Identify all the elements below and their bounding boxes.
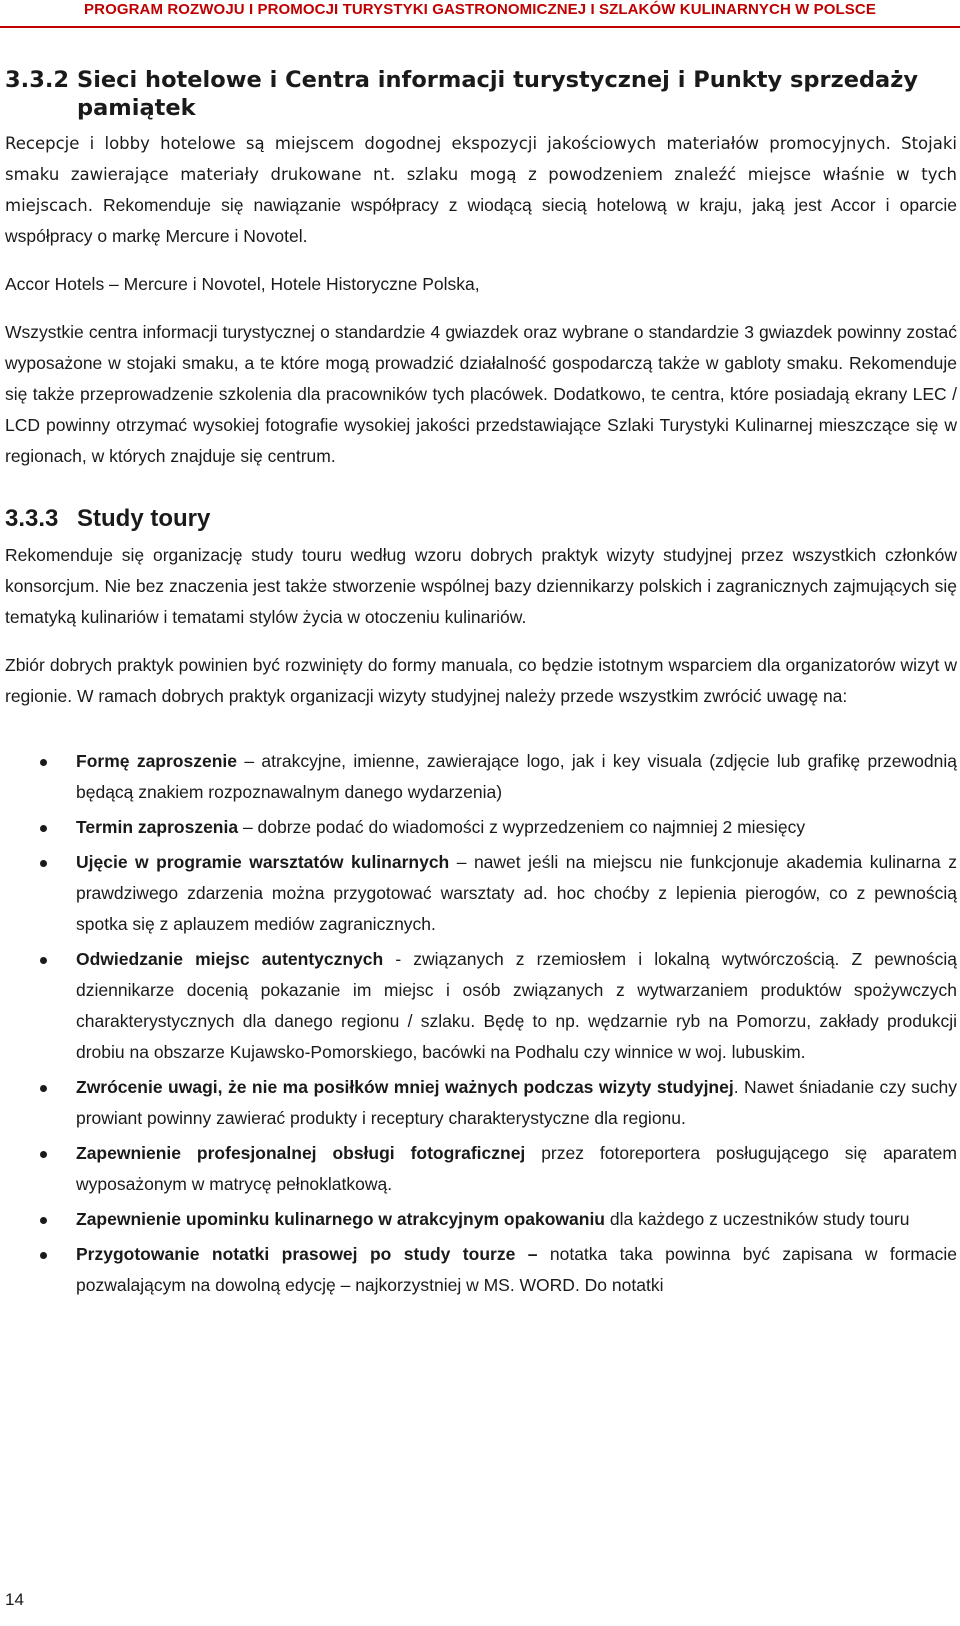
list-item (5, 1072, 957, 1134)
list-item-bold: Termin zaproszenia (76, 817, 239, 837)
list-item-text: przez fotoreportera posługującego się aparatem wyposażonym w matrycę pełnoklatkową. (76, 1143, 957, 1194)
bullet-icon (40, 957, 47, 964)
bullet-icon (40, 825, 47, 832)
paragraph-hotels-part1: Recepcje i lobby hotelowe są miejscem dogodnej ekspozycji jakościowych materiałów promocyjnych. Stojaki smaku zawierające materiały drukowane nt. szlaku mogą z powodzeniem znaleźć miejsce właśnie w tych miejscach. (5, 134, 957, 215)
page-number: 14 (5, 1590, 24, 1609)
list-item-bold: Formę zaproszenie (76, 751, 237, 771)
list-item (5, 746, 957, 808)
list-item-bold: Ujęcie w programie warsztatów kulinarnych (76, 852, 450, 872)
list-item-text: – atrakcyjne, imienne, zawierające logo, jak i key visuala (zdjęcie lub grafikę przewodnią będącą znakiem rozpoznawalnym danego wydarzenia) (76, 751, 957, 802)
list-item (5, 944, 957, 1068)
paragraph-good-practices: Zbiór dobrych praktyk powinien być rozwinięty do formy manuala, co będzie istotnym wsparciem dla organizatorów wizyt w regionie. W ramach dobrych praktyk organizacji wizyty studyjnej należy przede wszystkim zwrócić uwagę na: (5, 655, 957, 706)
running-header: PROGRAM ROZWOJU I PROMOCJI TURYSTYKI GASTRONOMICZNEJ I SZLAKÓW KULINARNYCH W POLSCE (84, 1, 876, 18)
paragraph-info-centers: Wszystkie centra informacji turystycznej o standardzie 4 gwiazdek oraz wybrane o standardzie 3 gwiazdek powinny zostać wyposażone w stojaki smaku, a te które mogą prowadzić działalność gospodarczą także w gabloty smaku. Rekomenduje się także przeprowadzenie szkolenia dla pracowników tych placówek. Dodatkowo, te centra, które posiadają ekrany LEC / LCD powinny otrzymać wysokiej fotografie wysokiej jakości przedstawiające Szlaki Turystyki Kulinarnej mieszczące się w regionach, w których znajduje się centrum. (5, 322, 957, 466)
paragraph-accor: Accor Hotels – Mercure i Novotel, Hotele Historyczne Polska, (5, 274, 480, 294)
bullet-icon (40, 1151, 47, 1158)
list-item (5, 1138, 957, 1200)
section-title-line2: pamiątek (77, 95, 196, 121)
paragraph-hotels (5, 128, 957, 252)
list-item-bold: Przygotowanie notatki prasowej po study tourze – (76, 1244, 538, 1264)
section-heading-3-3-3 (5, 504, 957, 534)
list-item-text: notatka taka powinna być zapisana w formacie pozwalającym na dowolną edycję – najkorzystniej w MS. WORD. Do notatki (76, 1244, 958, 1295)
list-item-text: – nawet jeśli na miejscu nie funkcjonuje akademia kulinarna z prawdziwego zdarzenia można przygotować warsztaty ad. hoc choćby z lepienia pierogów, co z pewnością spotka się z aplauzem mediów zagranicznych. (76, 852, 958, 934)
paragraph-study-tour: Rekomenduje się organizację study touru według wzoru dobrych praktyk wizyty studyjnej przez wszystkich członków konsorcjum. Nie bez znaczenia jest także stworzenie wspólnej bazy dziennikarzy polskich i zagranicznych zajmujących się tematyką kulinariów i tematami stylów życia w otoczeniu kulinariów. (5, 545, 957, 627)
paragraph-hotels-part2: Rekomenduje się nawiązanie współpracy z wiodącą siecią hotelową w kraju, jaką jest Accor i oparcie współpracy o markę Mercure i Novotel. (5, 195, 957, 246)
list-item-text: dla każdego z uczestników study touru (605, 1209, 910, 1229)
bullet-icon (40, 1085, 47, 1092)
section-title-line1: Sieci hotelowe i Centra informacji turystycznej i Punkty sprzedaży (77, 67, 919, 93)
bullet-icon (40, 759, 47, 766)
list-item-bold: Odwiedzanie miejsc autentycznych (76, 949, 384, 969)
list-item-text: – dobrze podać do wiadomości z wyprzedzeniem co najmniej 2 miesięcy (238, 817, 806, 837)
section-title: Study toury (77, 505, 211, 532)
list-item-text: - związanych z rzemiosłem i lokalną wytwórczością. Z pewnością dziennikarze docenią pokazanie im miejsc i osób związanych z wytwarzaniem produktów spożywczych charakterystycznych dla danego regionu / szlaku. Będę to np. wędzarnie ryb na Pomorzu, zakłady produkcji drobiu na obszarze Kujawsko-Pomorskiego, bacówki na Podhalu czy winnice w woj. lubuskim. (76, 949, 958, 1062)
list-item (5, 812, 957, 843)
section-number: 3.3.3 (5, 505, 59, 532)
list-item (5, 1239, 957, 1301)
bullet-icon (40, 1217, 47, 1224)
section-number: 3.3.2 (5, 67, 70, 93)
document-body (5, 66, 957, 1305)
recommendations-list (5, 746, 957, 1301)
list-item-bold: Zapewnienie profesjonalnej obsługi fotograficznej (76, 1143, 526, 1163)
section-heading-3-3-2 (5, 66, 957, 122)
list-item-bold: Zapewnienie upominku kulinarnego w atrakcyjnym opakowaniu (76, 1209, 605, 1229)
header-rule (0, 26, 960, 28)
list-item (5, 1204, 957, 1235)
bullet-icon (40, 1252, 47, 1259)
list-item-text: . Nawet śniadanie czy suchy prowiant powinny zawierać produkty i receptury charakterystyczne dla regionu. (76, 1077, 957, 1128)
list-item (5, 847, 957, 940)
list-item-bold: Zwrócenie uwagi, że nie ma posiłków mniej ważnych podczas wizyty studyjnej (76, 1077, 734, 1097)
bullet-icon (40, 860, 47, 867)
